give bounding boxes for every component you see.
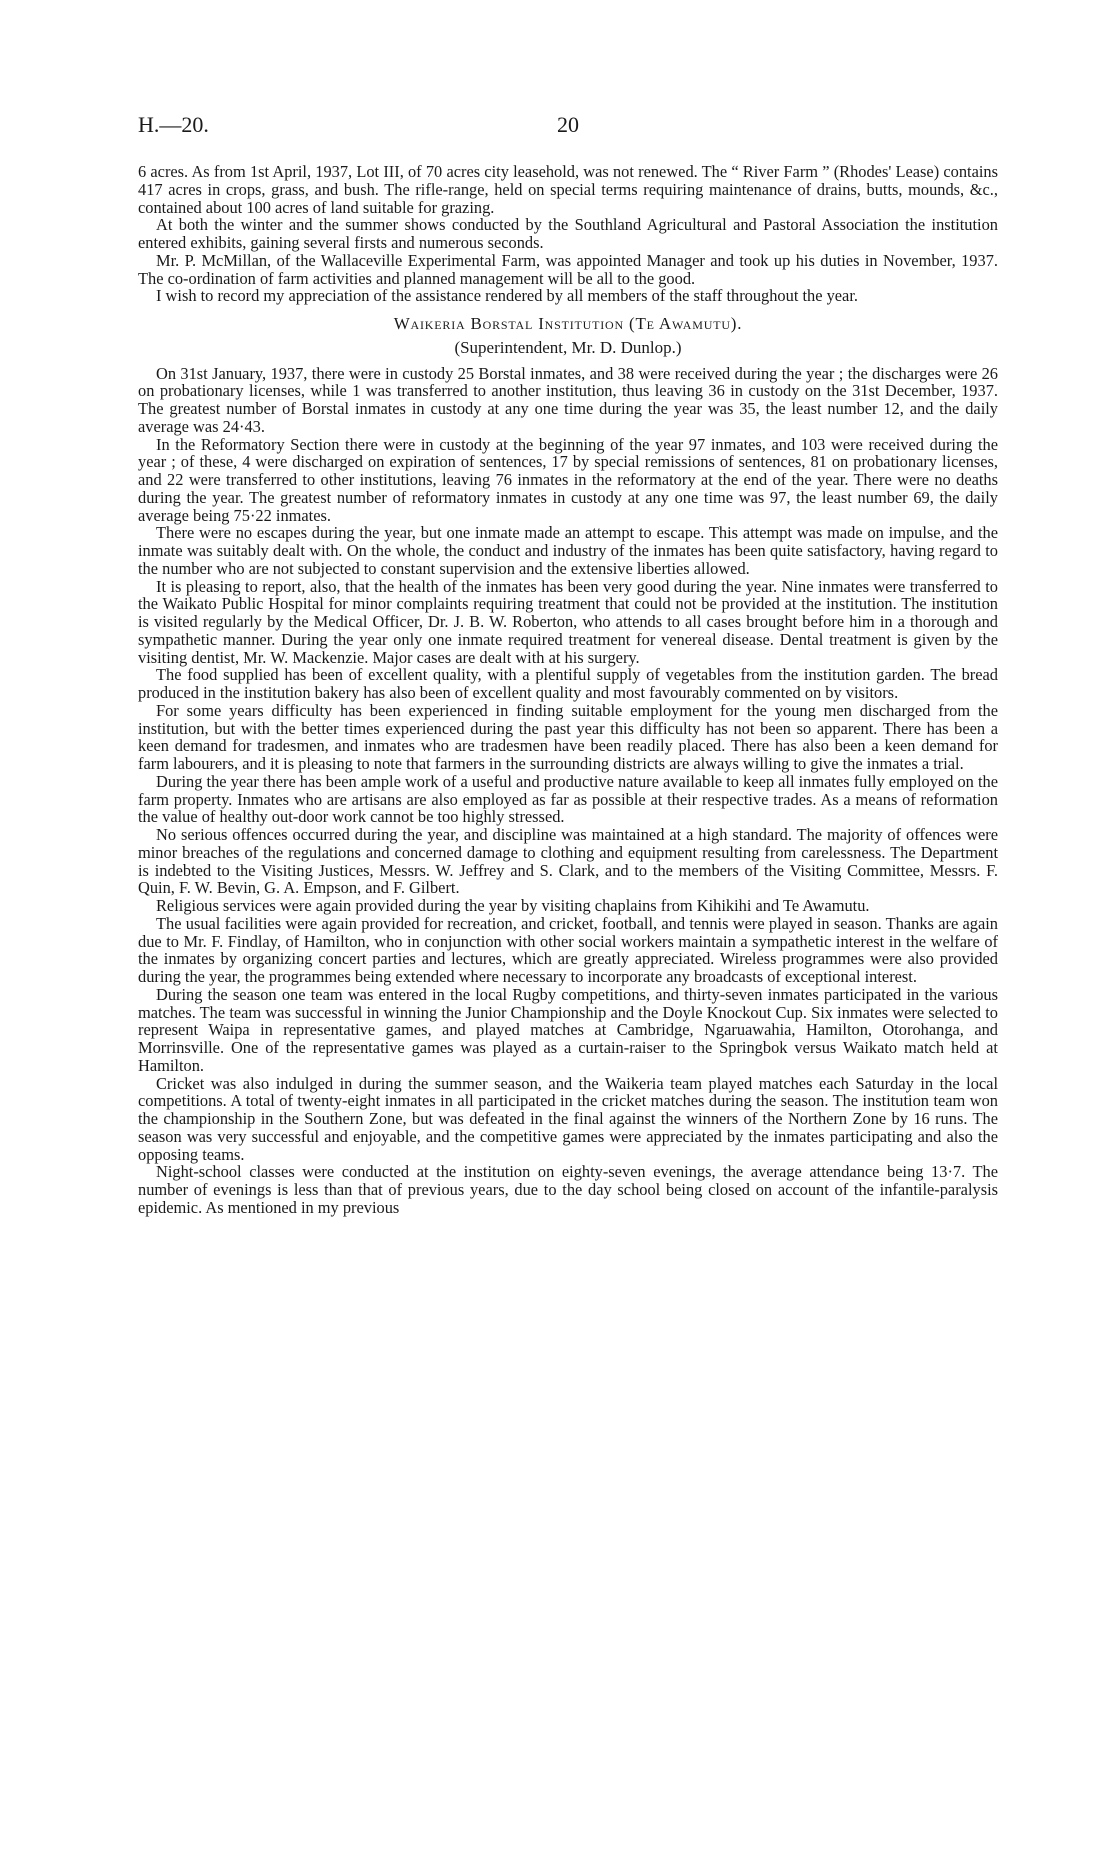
paragraph: Night-school classes were conducted at the institution on eighty-seven evenings, the average attendance being 13·7. The number of evenings is less than that of previous years, due to the day school being closed on account of the infantile-paralysis epidemic. As mentioned in my previous — [138, 1162, 998, 1217]
paragraph: For some years difficulty has been experienced in finding suitable employment for the young men discharged from the institution, but with the better times experienced during the past year this difficulty has not been so apparent. There has been a keen demand for tradesmen, and inmates who are tradesmen have been readily placed. There has also been a keen demand for farm labourers, and it is pleasing to note that farmers in the surrounding districts are always willing to give the inmates a trial. — [138, 700, 998, 773]
paragraph: During the year there has been ample work of a useful and productive nature available to keep all inmates fully employed on the farm property. Inmates who are artisans are also employed as far as possible at their respective trades. As a means of reformation the value of healthy out-door work cannot be too highly stressed. — [138, 771, 998, 827]
page-header — [138, 112, 998, 142]
paragraph: During the season one team was entered in the local Rugby competitions, and thirty-seven inmates participated in the various matches. The team was successful in winning the Junior Championship and the Doyle Knockout Cup. Six inmates were selected to represent Waipa in representative games, and played matches at Cambridge, Ngaruawahia, Hamilton, Otorohanga, and Morrinsville. One of the representative games was played as a curtain-raiser to the Springbok versus Waikato match held at Hamilton. — [138, 984, 998, 1075]
paragraph: I wish to record my appreciation of the assistance rendered by all members of the staff throughout the year. — [156, 286, 858, 306]
paragraph: There were no escapes during the year, but one inmate made an attempt to escape. This attempt was made on impulse, and the inmate was suitably dealt with. On the whole, the conduct and industry of the inmates has been quite satisfactory, having regard to the number who are not subjected to constant supervision and the extensive liberties allowed. — [138, 523, 998, 578]
paragraph: Cricket was also indulged in during the summer season, and the Waikeria team played matches each Saturday in the local competitions. A total of twenty-eight inmates in all participated in the cricket matches during the season. The institution team won the championship in the Southern Zone, but was defeated in the final against the winners of the Northern Zone by 16 runs. The season was very successful and enjoyable, and the competitive games were appreciated by the inmates participating and also the opposing teams. — [138, 1073, 998, 1164]
paragraph: It is pleasing to report, also, that the health of the inmates has been very good during the year. Nine inmates were transferred to the Waikato Public Hospital for minor complaints requiring treatment that could not be provided at the institution. The institution is visited regularly by the Medical Officer, Dr. J. B. W. Roberton, who attends to all cases brought before him in a thorough and sympathetic manner. During the year only one inmate required treatment for venereal disease. Dental treatment is given by the visiting dentist, Mr. W. Mackenzie. Major cases are dealt with at his surgery. — [138, 576, 998, 667]
paragraph: In the Reformatory Section there were in custody at the beginning of the year 97 inmates, and 103 were received during the year ; of these, 4 were discharged on expiration of sentences, 17 by special remissions of sentences, 81 on probationary licenses, and 22 were transferred to other institutions, leaving 76 inmates in the reformatory at the end of the year. There were no deaths during the year. The greatest number of reformatory inmates in custody at any one time was 97, the least number 69, the daily average being 75·22 inmates. — [138, 434, 998, 525]
paragraph: At both the winter and the summer shows conducted by the Southland Agricultural and Pastoral Association the institution entered exhibits, gaining several firsts and numerous seconds. — [138, 215, 998, 252]
paragraph: Religious services were again provided during the year by visiting chaplains from Kihikihi and Te Awamutu. — [156, 896, 870, 915]
paragraph: On 31st January, 1937, there were in custody 25 Borstal inmates, and 38 were received during the year ; the discharges were 26 on probationary licenses, while 1 was transferred to another institution, thus leaving 36 in custody on the 31st December, 1937. The greatest number of Borstal inmates in custody at any one time during the year was 35, the least number 12, and the daily average was 24·43. — [138, 363, 998, 436]
section-subheading: (Superintendent, Mr. D. Dunlop.) — [454, 337, 682, 357]
paragraph: The food supplied has been of excellent quality, with a plentiful supply of vegetables from the institution garden. The bread produced in the institution bakery has also been of excellent quality and most favourably commented on by visitors. — [138, 665, 998, 702]
page-number: 20 — [557, 112, 579, 137]
paragraph: The usual facilities were again provided for recreation, and cricket, football, and tennis were played in season. Thanks are again due to Mr. F. Findlay, of Hamilton, who in conjunction with other social workers maintain a sympathetic interest in the welfare of the inmates by organizing concert parties and lectures, which are greatly appreciated. Wireless programmes were also provided during the year, the programmes being extended where necessary to incorporate any broadcasts of exceptional interest. — [138, 913, 998, 986]
section-heading: Waikeria Borstal Institution (Te Awamutu). — [393, 314, 743, 333]
body-text — [138, 163, 998, 1217]
document-reference: H.—20. — [138, 112, 209, 137]
paragraph: No serious offences occurred during the year, and discipline was maintained at a high standard. The majority of offences were minor breaches of the regulations and concerned damage to clothing and equipment resulting from carelessness. The Department is indebted to the Visiting Justices, Messrs. W. Jeffrey and S. Clark, and to the members of the Visiting Committee, Messrs. F. Quin, F. W. Bevin, G. A. Empson, and F. Gilbert. — [138, 825, 998, 898]
paragraph: Mr. P. McMillan, of the Wallaceville Experimental Farm, was appointed Manager and took up his duties in November, 1937. The co-ordination of farm activities and planned management will be all to the good. — [138, 250, 998, 288]
paragraph: 6 acres. As from 1st April, 1937, Lot III, of 70 acres city leasehold, was not renewed. The “ River Farm ” (Rhodes' Lease) contains 417 acres in crops, grass, and bush. The rifle-range, held on special terms requiring maintenance of drains, butts, mounds, &c., contained about 100 acres of land suitable for grazing. — [138, 162, 998, 217]
